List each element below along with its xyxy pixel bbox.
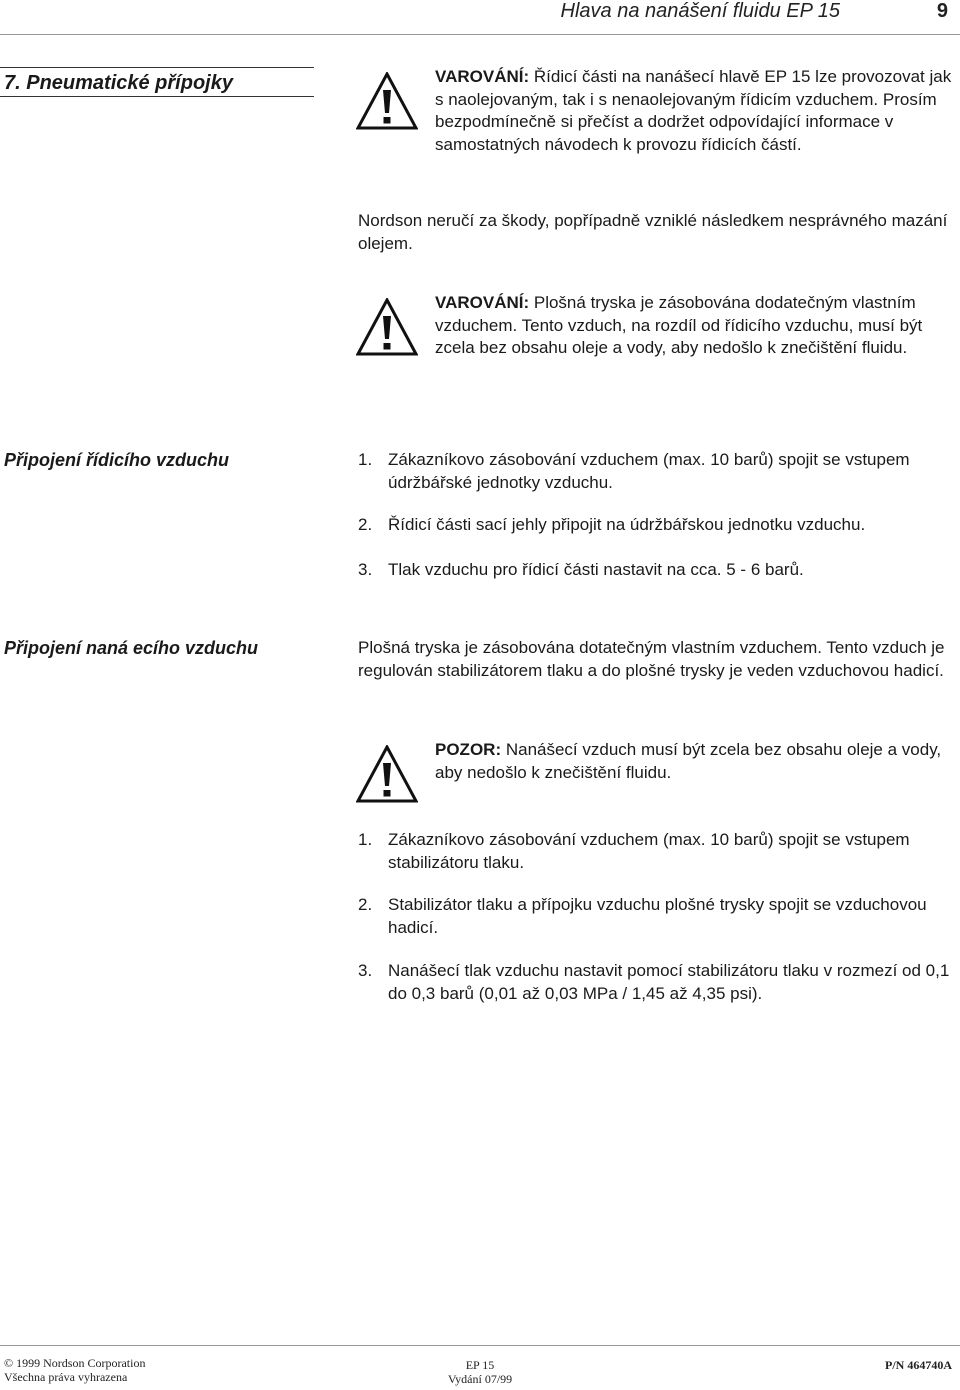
- warning-triangle-icon: [356, 298, 418, 356]
- step-text: Nanášecí tlak vzduchu nastavit pomocí stabilizátoru tlaku v rozmezí od 0,1 do 0,3 barů (0,01 až 0,03 MPa / 1,45 až 4,35 psi).: [388, 961, 950, 1003]
- control-air-step-2: [358, 514, 953, 537]
- step-text: Řídicí části sací jehly připojit na údržbářskou jednotku vzduchu.: [388, 515, 866, 534]
- footer-center: [420, 1358, 540, 1386]
- application-air-step-3: [358, 960, 953, 1005]
- warning-1-text: Řídicí části na nanášecí hlavě EP 15 lze provozovat jak s naolejovaným, tak i s nenaolejovaným řídicím vzduchem. Prosím bezpodmínečně si přečíst a dodržet odpovídající informace v samostatných návodech k provozu řídicích částí.: [435, 67, 952, 154]
- footer-left: [4, 1356, 145, 1384]
- control-air-step-3: [358, 559, 953, 582]
- caution-note: [435, 739, 955, 784]
- step-text: Stabilizátor tlaku a přípojku vzduchu plošné trysky spojit se vzduchovou hadicí.: [388, 895, 927, 937]
- part-number: P/N 464740A: [885, 1358, 952, 1372]
- section-rule-bottom: [0, 96, 314, 97]
- note-paragraph: Nordson neručí za škody, popřípadně vzniklé následkem nesprávného mazání olejem.: [358, 211, 948, 253]
- caution-text: Nanášecí vzduch musí být zcela bez obsahu oleje a vody, aby nedošlo k znečištění fluidu.: [435, 740, 942, 782]
- copyright-text: 1999 Nordson Corporation: [13, 1356, 146, 1370]
- step-number: 2.: [358, 515, 373, 534]
- control-air-title: Připojení řídicího vzduchu: [4, 450, 230, 470]
- application-air-step-1: [358, 829, 953, 874]
- application-air-step-2: [358, 894, 953, 939]
- caution-label: POZOR:: [435, 740, 502, 759]
- step-text: Zákazníkovo zásobování vzduchem (max. 10 barů) spojit se vstupem údržbářské jednotky vzduchu.: [388, 450, 910, 492]
- copyright-icon: ©: [4, 1356, 14, 1370]
- step-number: 1.: [358, 830, 373, 849]
- footer-rule: [0, 1345, 960, 1346]
- application-air-title: Připojení naná ecího vzduchu: [4, 638, 259, 658]
- warning-1: [435, 66, 955, 156]
- step-number: 2.: [358, 895, 373, 914]
- step-number: 3.: [358, 961, 373, 980]
- application-air-intro: Plošná tryska je zásobována dotatečným vlastním vzduchem. Tento vzduch je regulován stabilizátorem tlaku a do plošné trysky je veden vzduchovou hadicí.: [358, 638, 945, 680]
- header-rule: [0, 34, 960, 35]
- warning-triangle-icon: [356, 745, 418, 803]
- rights-text: Všechna práva vyhrazena: [4, 1370, 128, 1384]
- footer-edition: Vydání 07/99: [447, 1372, 513, 1386]
- warning-2-label: VAROVÁNÍ:: [435, 293, 530, 312]
- step-number: 3.: [358, 560, 373, 579]
- step-text: Tlak vzduchu pro řídicí části nastavit na cca. 5 - 6 barů.: [388, 560, 804, 579]
- control-air-step-1: [358, 449, 953, 494]
- warning-1-label: VAROVÁNÍ:: [435, 67, 530, 86]
- step-text: Zákazníkovo zásobování vzduchem (max. 10 barů) spojit se vstupem stabilizátoru tlaku.: [388, 830, 910, 872]
- warning-2: [435, 292, 955, 360]
- footer-product: EP 15: [465, 1358, 495, 1372]
- copyright-line: [4, 1356, 145, 1370]
- running-header-title: Hlava na nanášení fluidu EP 15: [560, 0, 840, 22]
- step-number: 1.: [358, 450, 373, 469]
- warning-2-text: Plošná tryska je zásobována dodatečným vlastním vzduchem. Tento vzduch, na rozdíl od řídicího vzduchu, musí být zcela bez obsahu oleje a vody, aby nedošlo k znečištění fluidu.: [435, 293, 923, 357]
- page-number: 9: [936, 0, 948, 22]
- warning-triangle-icon: [356, 72, 418, 130]
- section-rule-top: [0, 67, 314, 68]
- section-title: 7. Pneumatické přípojky: [4, 72, 233, 94]
